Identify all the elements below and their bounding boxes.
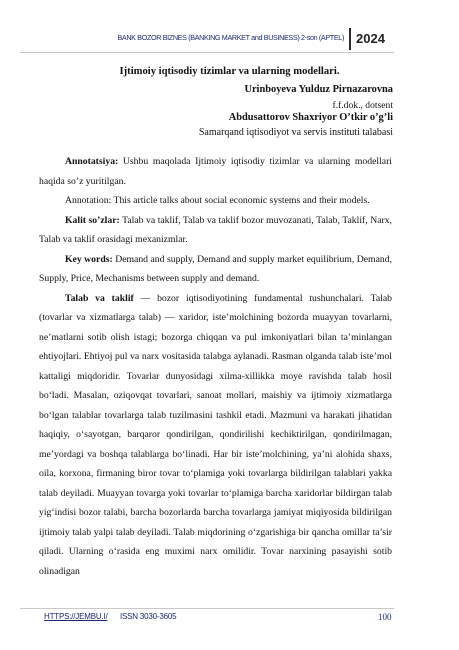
keywords-uz <box>39 211 392 250</box>
author1-degree: f.f.dok., dotsent <box>332 100 393 111</box>
footer-rule <box>20 608 394 609</box>
key-words-text: Demand and supply, Demand and supply market equilibrium, Demand, Supply, Price, Mechanisms between supply and demand. <box>39 253 392 284</box>
keywords-label: Kalit so’zlar: <box>65 214 120 226</box>
header-rule <box>20 52 394 53</box>
annotation-uz <box>39 152 392 191</box>
main-paragraph <box>39 289 392 582</box>
page-number: 100 <box>378 612 392 622</box>
author1-name: Urinboyeva Yulduz Pirnazarovna <box>244 84 393 95</box>
author2-affiliation: Samarqand iqtisodiyot va servis instituti talabasi <box>198 127 393 138</box>
footer-issn: ISSN 3030-3605 <box>120 612 177 621</box>
keywords-text: Talab va taklif, Talab va taklif bozor muvozanati, Talab, Taklif, Narx, Talab va taklif orasidagi mexanizmlar. <box>39 214 392 245</box>
article-body <box>39 152 392 581</box>
annotation-en: Annotation: This article talks about social economic systems and their models. <box>65 195 370 206</box>
header-divider <box>349 28 351 50</box>
header-year: 2024 <box>356 31 385 46</box>
author2-name: Abdusattorov Shaxriyor O’tkir o’g’li <box>228 112 393 123</box>
article-title: Ijtimoiy iqtisodiy tizimlar va ularning modellari. <box>119 66 340 77</box>
key-words-label: Key words: <box>65 253 113 265</box>
annotation-text: Ushbu maqolada Ijtimoiy iqtisodiy tizimlar va ularning modellari haqida so’z yuritilgan. <box>39 156 392 187</box>
footer-link[interactable]: HTTPS://JEMBU.I/ <box>44 612 108 621</box>
annotation-label: Annotatsiya: <box>65 156 119 167</box>
journal-header: BANK BOZOR BIZNES (BANKING MARKET and BUSINESS) 2-son (APTEL) <box>117 33 344 42</box>
main-paragraph-text: — bozor iqtisodiyotining fundamental tushunchalari. Talab (tovarlar va xizmatlarga talab) — xaridor, iste’molchining bozorda muayyan tovarlarni, ne’matlarni sotib olish istagi; bozorga chiqqan va pul imkoniyatlari bilan ta’minlangan ehtiyojlari. Ehtiyoj pul va narx vositasida talabga aylanadi. Rasman olganda talab iste’mol kattaligi miqdoridir. Tovarlar dunyosidagi xilma-xillikka moye ravishda talab hosil bo‘ladi. Masalan, oziqovqat tovarlari, sanoat mollari, maishiy va ijtimoiy xizmatlarga bo‘lgan talablar tovarlarga talab tuzilmasini tashkil etadi. Mazmuni va harakati jihatidan haqiqiy, o‘sayotgan, barqaror qondirilgan, qondirilishi kechiktirilgan, qondirilmagan, me’yordagi va boshqa talablarga bo‘linadi. Har bir iste’molchining, ya’ni alohida shaxs, oila, korxona, firmaning biror tovar to‘plamiga yoki tovarlarga bildirilgan talablari yakka talab deyiladi. Muayyan tovarga yoki tovarlar to‘plamiga barcha xaridorlar bildirgan talab yig‘indisi bozor talabi, barcha bozorlarda barcha tovarlarga jamiyat miqiyosida bildirilgan ijtimoiy talab yalpi talab deyiladi. Talab miqdorining o‘zgarishiga bir qancha omillar ta’sir qiladi. Ularning o‘rasida eng muximi narx omilidir. Tovar narxining pasayishi sotib olinadigan <box>39 292 392 577</box>
keywords-en <box>39 250 392 289</box>
main-paragraph-term: Talab va taklif <box>65 292 134 304</box>
